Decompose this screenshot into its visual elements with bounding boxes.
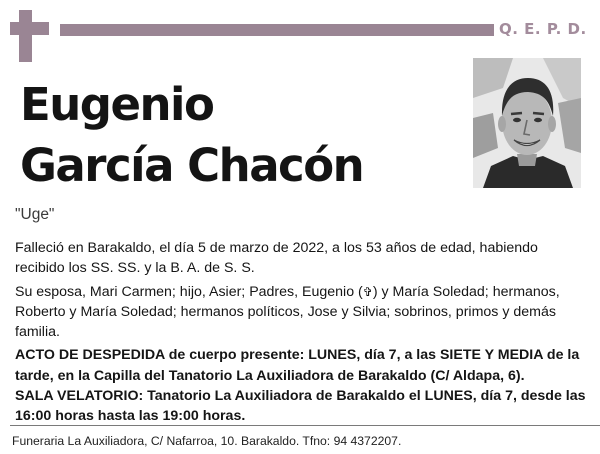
farewell-ceremony: ACTO DE DESPEDIDA de cuerpo presente: LUNES, día 7, a las SIETE Y MEDIA de la tarde, en la Capilla del Tanatorio La Auxiliadora de Barakaldo (C/ Aldapa, 6). bbox=[15, 347, 580, 384]
notice-body bbox=[15, 238, 590, 427]
death-announcement: Falleció en Barakaldo, el día 5 de marzo de 2022, a los 53 años de edad, habiendo recibido los SS. SS. y la B. A. de S. S. bbox=[15, 240, 538, 277]
funeral-home-footer: Funeraria La Auxiliadora, C/ Nafarroa, 10. Barakaldo. Tfno: 94 4372207. bbox=[12, 434, 402, 448]
family-list bbox=[15, 282, 590, 343]
deceased-nickname: "Uge" bbox=[15, 206, 55, 223]
deceased-portrait-photo bbox=[473, 58, 581, 188]
wake-room: SALA VELATORIO: Tanatorio La Auxiliadora de Barakaldo el LUNES, día 7, desde las 16:00 horas hasta las 19:00 horas. bbox=[15, 388, 586, 425]
family-text-start: Su esposa, Mari Carmen; hijo, Asier; Padres, Eugenio ( bbox=[15, 283, 363, 300]
deceased-first-name: Eugenio bbox=[20, 78, 214, 131]
cross-horizontal-bar bbox=[10, 22, 49, 35]
header-rule bbox=[60, 24, 494, 36]
cross-icon: ✞ bbox=[362, 284, 373, 299]
portrait-image bbox=[473, 58, 581, 188]
footer-rule bbox=[10, 425, 600, 426]
family-text-end: ) y María Soledad; hermanos, Roberto y María Soledad; hermanos políticos, Jose y Silvia; sobrinos, primos y demás familia. bbox=[15, 283, 560, 341]
cross-vertical-bar bbox=[19, 10, 32, 62]
deceased-surnames: García Chacón bbox=[20, 139, 364, 192]
qepd-label: Q. E. P. D. bbox=[499, 20, 587, 38]
